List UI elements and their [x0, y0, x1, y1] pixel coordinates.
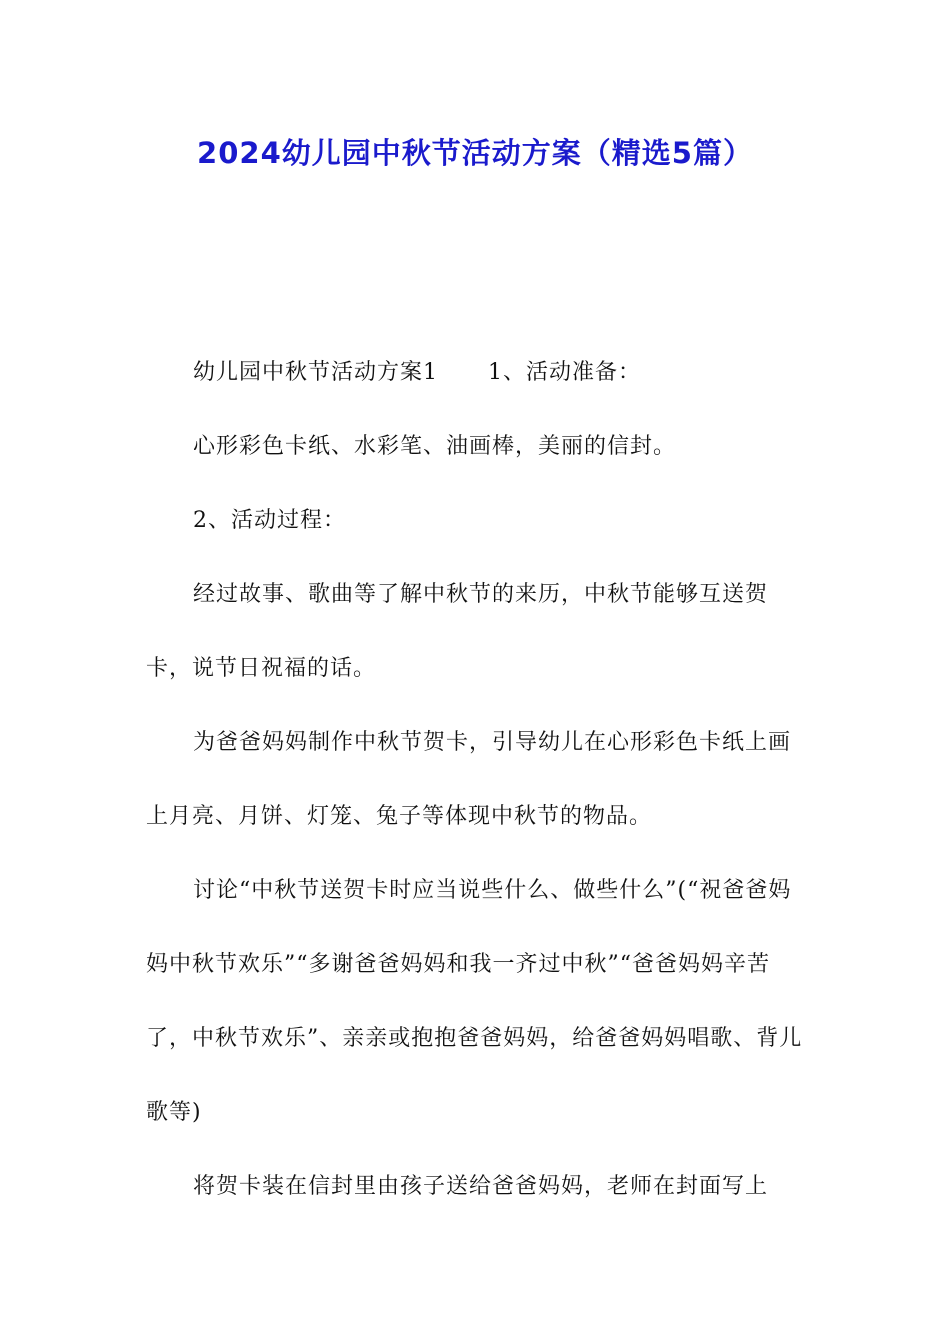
document-title: 2024幼儿园中秋节活动方案（精选5篇） — [197, 136, 753, 170]
paragraph-7: 将贺卡装在信封里由孩子送给爸爸妈妈，老师在封面写上 — [193, 1174, 769, 1199]
paragraph-2: 心形彩色卡纸、水彩笔、油画棒，美丽的信封。 — [193, 434, 677, 459]
paragraph-1: 1、活动准备： — [488, 360, 641, 385]
paragraph-6: 讨论“中秋节送贺卡时应当说些什么、做些什么”(“祝爸爸妈妈中秋节欢乐”“多谢爸爸妈妈和我一齐过中秋”“爸爸妈妈辛苦了，中秋节欢乐”、亲亲或抱抱爸爸妈妈，给爸爸妈妈唱歌、背儿歌等) — [146, 878, 803, 1125]
paragraph-5: 为爸爸妈妈制作中秋节贺卡，引导幼儿在心形彩色卡纸上画上月亮、月饼、灯笼、兔子等体现中秋节的物品。 — [146, 730, 792, 829]
paragraph-3: 2、活动过程： — [193, 508, 346, 533]
section-heading: 幼儿园中秋节活动方案1 — [193, 360, 438, 385]
paragraph-heading — [146, 336, 806, 410]
paragraph-4: 经过故事、歌曲等了解中秋节的来历，中秋节能够互送贺卡，说节日祝福的话。 — [146, 582, 769, 681]
document-body — [146, 336, 806, 1224]
